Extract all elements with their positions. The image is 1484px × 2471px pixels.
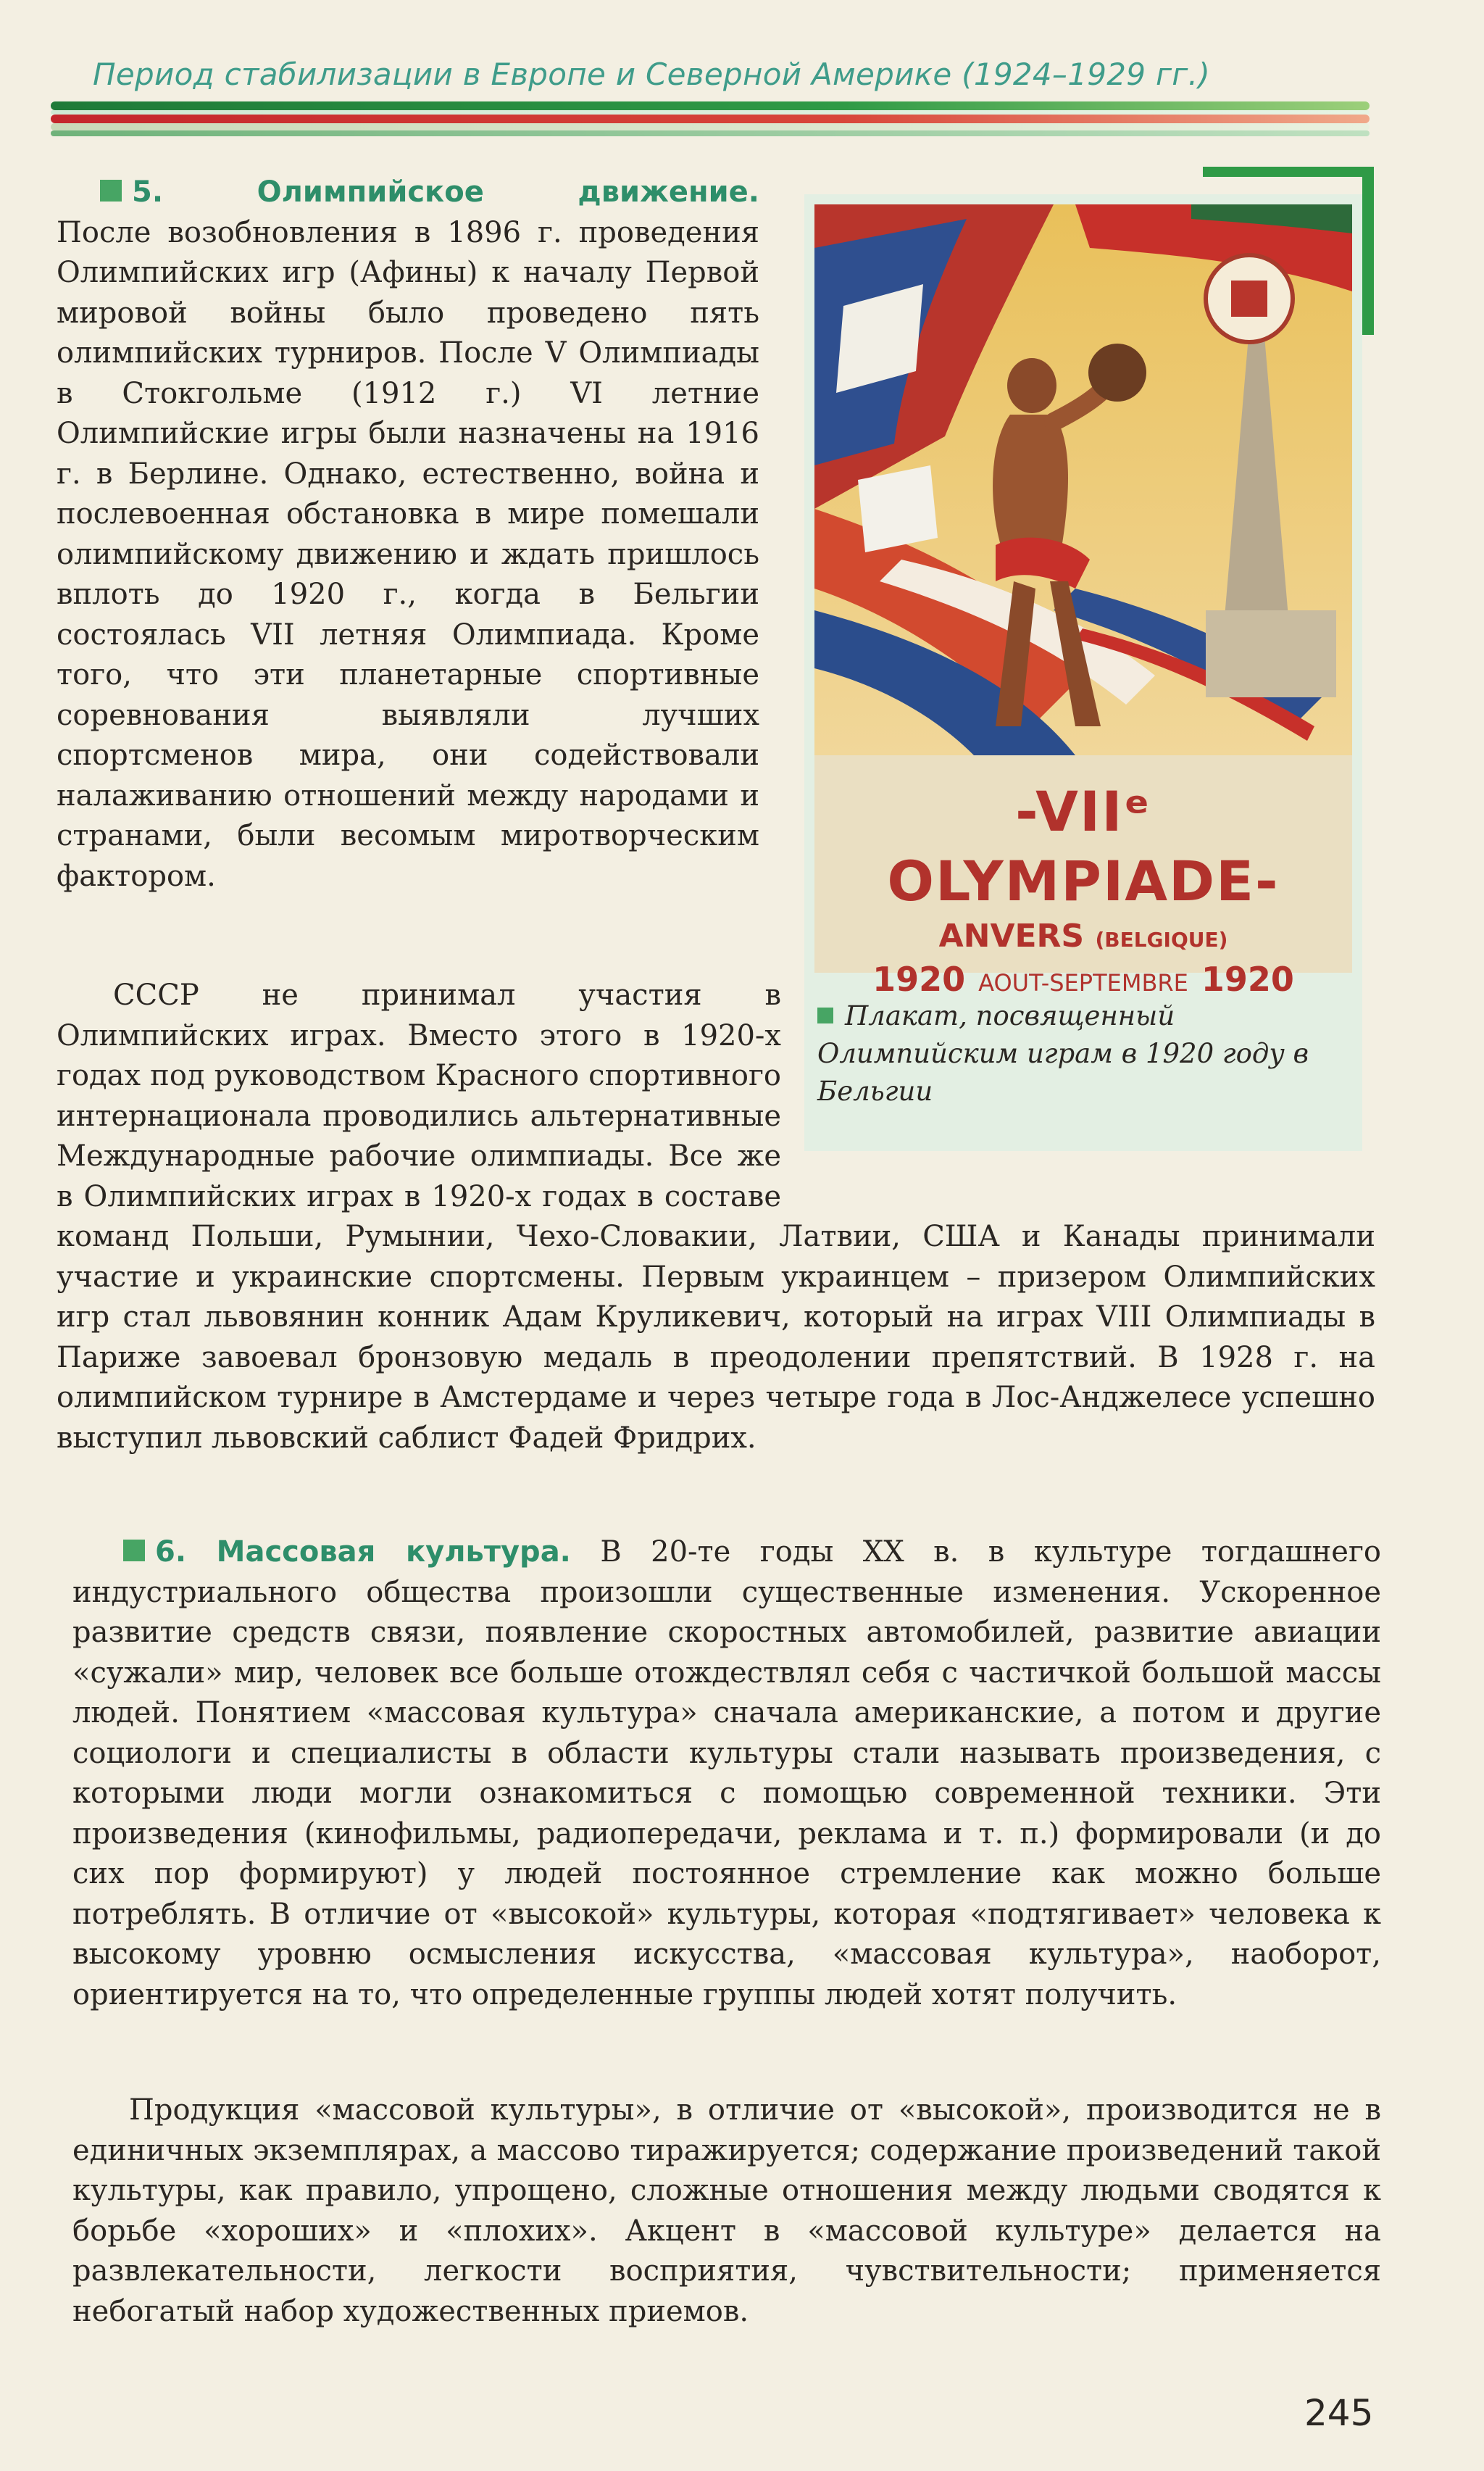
poster-year-left: 1920: [872, 960, 966, 999]
section-marker-icon: [100, 180, 122, 202]
stripe-green: [51, 101, 1370, 110]
stripe-green-light: [51, 130, 1370, 136]
figure-caption-text: Плакат, посвященный Олимпийским играм в 1920 году в Бельгии: [817, 1000, 1309, 1107]
poster-illustration: [814, 204, 1352, 755]
poster-city-line: [814, 916, 1352, 960]
section-marker-icon: [123, 1540, 145, 1561]
running-title: Период стабилизации в Европе и Северной Америке (1924–1929 гг.): [93, 57, 1211, 92]
poster-year-right: 1920: [1201, 960, 1294, 999]
poster-title: -VIIᵉ OLYMPIADE-: [887, 779, 1280, 913]
poster-country: (BELGIQUE): [1095, 928, 1228, 952]
section6-paragraph1-text: В 20-те годы XX в. в культуре тогдашнего индустриального общества произошли существенные изменения. Ускоренное развитие средств связи, появление скоростных автомобилей, развитие авиации «сужали» мир, человек все больше отождествлял себя с частичкой большой массы людей. Понятием «массовая культура» сначала американские, а потом и другие социологи и специалисты в области культуры стали называть произведения, с которыми люди могли ознакомиться с помощью современной техники. Эти произведения (кинофильмы, радиопередачи, реклама и т. п.) формировали (и до сих пор формируют) у людей постоянное стремление как можно больше потреблять. В отличие от «высокой» культуры, которая «подтягивает» человека к высокому уровню осмысления искусства, «массовая культура», наоборот, ориентируется на то, что определенные группы людей хотят получить.: [72, 1535, 1381, 2011]
page-number: 245: [1304, 2392, 1374, 2434]
stripe-pale: [51, 123, 1370, 130]
section6-paragraph1: [72, 1532, 1381, 2015]
header-stripes: [51, 101, 1370, 149]
corner-bar-top: [1203, 167, 1374, 177]
section6-paragraph2: Продукция «массовой культуры», в отличие от «высокой», производится не в единичных экземплярах, а массово тиражируется; содержание произведений такой культуры, как правило, упрощено, сложные отношения между людьми сводятся к борьбе «хороших» и «плохих». Акцент в «массовой культуре» делается на развлекательности, легкости восприятия, чувствительности; применяется небогатый набор художественных приемов.: [72, 2093, 1381, 2328]
stripe-red: [51, 115, 1370, 123]
corner-bar-side: [1362, 167, 1374, 335]
poster-city: ANVERS: [938, 918, 1085, 955]
section5-intro: [57, 173, 759, 897]
section6-heading-wrap: [72, 1535, 571, 1569]
section5-paragraph1: После возобновления в 1896 г. проведения Олимпийских игр (Афины) к началу Первой мировой войны было проведено пять олимпийских турниров. После V Олимпиады в Стокгольме (1912 г.) VI летние Олимпийские игры были назначены на 1916 г. в Берлине. Однако, естественно, война и послевоенная обстановка в мире помешали олимпийскому движению и ждать пришлось вплоть до 1920 г., когда в Бельгии состоялась VII летняя Олимпиада. Кроме того, что эти планетарные спортивные соревнования выявляли лучших спортсменов мира, они содействовали налаживанию отношений между народами и странами, были весомым миротворческим фактором.: [57, 215, 759, 893]
poster-lettering: [814, 755, 1352, 999]
section6-heading: 6. Массовая культура.: [155, 1535, 571, 1569]
section5-paragraph2: СССР не принимал участия в Олимпийских играх. Вместо этого в 1920-х годах под руководством Красного спортивного интернационала проводились альтернативные Международные рабочие олимпиады. Все же в Олимпийских играх в 1920-х годах в составе команд Польши, Румынии, Чехо-Словакии, Латвии, США и Канады принимали участие и украинские спортсмены. Первым украинцем – призером Олимпийских игр стал львовянин конник Адам Круликевич, который на играх VIII Олимпиады в Париже завоевал бронзовую медаль в преодолении препятствий. В 1928 г. на олимпийском турнире в Амстердаме и через четыре года в Лос-Анджелесе успешно выступил львовский саблист Фадей Фридрих.: [57, 979, 1375, 1455]
olympiade-poster-image: [814, 204, 1352, 999]
section5-heading: 5. Олимпийское движение.: [57, 173, 759, 213]
poster-months: AOUT-SEPTEMBRE: [978, 969, 1188, 997]
